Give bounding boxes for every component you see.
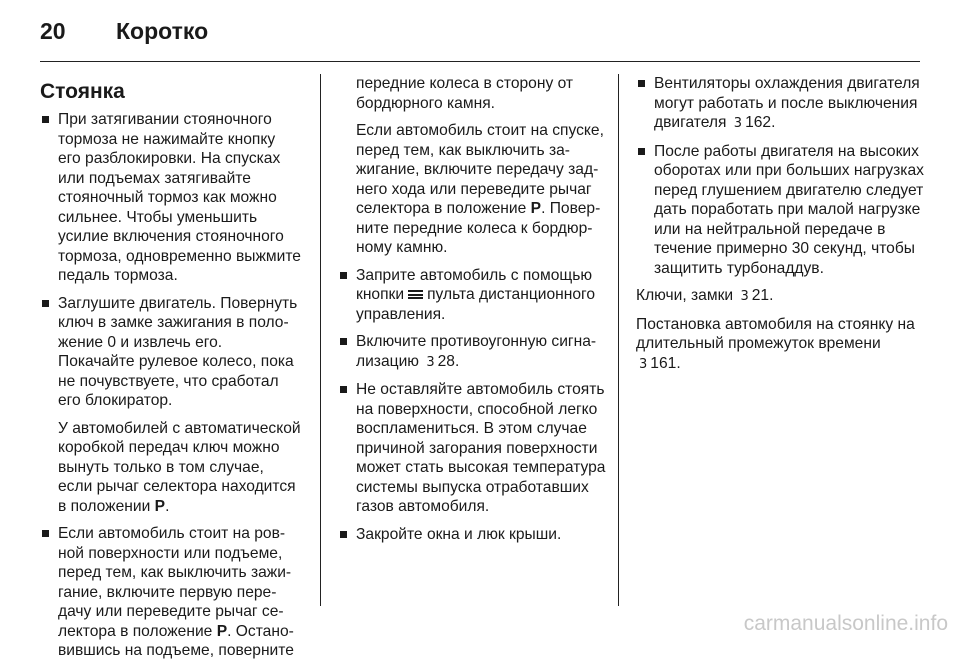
list-item: [40, 294, 302, 517]
bullet-icon: [42, 530, 49, 537]
text-run: . Поверните передние колеса к бордюрному камню.: [356, 200, 601, 256]
page-reference-link[interactable]: 21: [751, 287, 770, 304]
text-run: пульта дистанционного управления.: [356, 286, 596, 323]
list-item: [40, 110, 302, 286]
bullet-icon: [340, 338, 347, 345]
list-item-text: [654, 74, 926, 134]
list-item: [40, 524, 302, 661]
bullet-icon: [340, 272, 347, 279]
list-item-subparagraph: [58, 419, 302, 517]
chapter-title: Коротко: [116, 18, 209, 44]
text-run: У автомобилей с автоматической коробкой передач ключ можно вынуть только в том случае, если рычаг селектора находится в положении: [58, 419, 301, 515]
column-3: [636, 74, 926, 382]
gear-p-symbol: P: [530, 200, 542, 217]
list-item: [338, 332, 608, 372]
section-title: Стоянка: [40, 80, 125, 103]
column-2: [338, 74, 608, 552]
text-run: .: [165, 497, 170, 515]
cross-reference-paragraph: [636, 315, 926, 375]
text-run: Заприте автомобиль с помощью кнопки: [356, 266, 593, 303]
list-item: [636, 142, 926, 279]
page-header: [40, 14, 920, 54]
list-item-text: После работы двигателя на высоких оборотах или при больших нагрузках перед глушением двигателю следует дать поработать при малой нагрузке или на нейтральной передаче в течение примерно 30 секунд, чтобы защитить турбонаддув.: [654, 142, 924, 277]
watermark: carmanualsonline.info: [743, 612, 948, 635]
list-item-text: [356, 332, 608, 372]
page-reference-icon: 3: [740, 289, 749, 304]
gear-p-symbol: P: [154, 497, 166, 515]
page-number: 20: [40, 18, 66, 44]
bullet-icon: [340, 531, 347, 538]
text-run: Если автомобиль стоит на ровной поверхности или подъеме, перед тем, как выключить зажигание, включите первую передачу или переведите рычаг селектора в положение: [58, 525, 292, 640]
column-1: [40, 74, 302, 669]
page-reference-link[interactable]: 161: [650, 354, 677, 372]
list-item-text: Заглушите двигатель. Повернуть ключ в замке зажигания в положение 0 и извлечь его. Покачайте рулевое колесо, пока не почувствуете, что сработал его блокиратор.: [58, 294, 298, 409]
bullet-icon: [42, 116, 49, 123]
page-reference-icon: 3: [426, 354, 435, 370]
cross-reference-paragraph: [636, 286, 926, 307]
list-item-text: Закройте окна и люк крыши.: [356, 525, 562, 543]
list-item: [636, 74, 926, 134]
text-run: Если автомобиль стоит на спуске, перед тем, как выключить зажигание, включите передачу заднего хода или переведите рычаг селектора в положение: [356, 122, 604, 217]
text-run: Постановка автомобиля на стоянку на длительный промежуток времени: [636, 315, 915, 352]
continued-text: передние колеса в сторону от бордюрного камня.: [356, 75, 574, 112]
page-reference-link[interactable]: 162: [745, 114, 772, 131]
column-divider-1: [320, 74, 321, 606]
bullet-icon: [340, 386, 347, 393]
text-run: .: [676, 354, 681, 372]
text-run: Включите противоугонную сигнализацию: [356, 333, 597, 370]
gear-p-symbol: P: [216, 622, 228, 640]
page-reference-link[interactable]: 28: [437, 352, 455, 370]
text-run: Вентиляторы охлаждения двигателя могут работать и после выключения двигателя: [654, 75, 920, 131]
text-run: .: [769, 287, 774, 304]
text-run: Ключи, замки: [636, 287, 734, 304]
list-item-text: Не оставляйте автомобиль стоять на поверхности, способной легко воспламениться. В этом случае причиной загорания поверхности может стать высокая температура системы выпуска отработавших газов автомобиля.: [356, 381, 606, 515]
bullet-icon: [638, 80, 645, 87]
list-item-text: [58, 524, 302, 661]
bullet-icon: [638, 148, 645, 155]
column-divider-2: [618, 74, 619, 606]
list-item-text: [356, 266, 608, 325]
bullet-icon: [42, 300, 49, 307]
continued-text: [356, 121, 608, 258]
text-run: .: [771, 114, 776, 131]
header-rule: [40, 61, 920, 62]
page-reference-icon: 3: [733, 116, 743, 131]
list-item: [338, 266, 608, 325]
remote-lock-icon: [408, 290, 423, 299]
list-item: [338, 380, 608, 517]
list-item: [338, 525, 608, 545]
list-item-text: При затягивании стояночного тормоза не нажимайте кнопку его разблокировки. На спусках или подъемах затягивайте стояночный тормоз как можно сильнее. Чтобы уменьшить усилие включения стояночного тормоза, одновременно выжмите педаль тормоза.: [58, 111, 301, 284]
text-run: . Остановившись на подъеме, поверните: [58, 622, 294, 659]
page-reference-icon: 3: [639, 356, 648, 372]
text-run: .: [454, 352, 460, 370]
